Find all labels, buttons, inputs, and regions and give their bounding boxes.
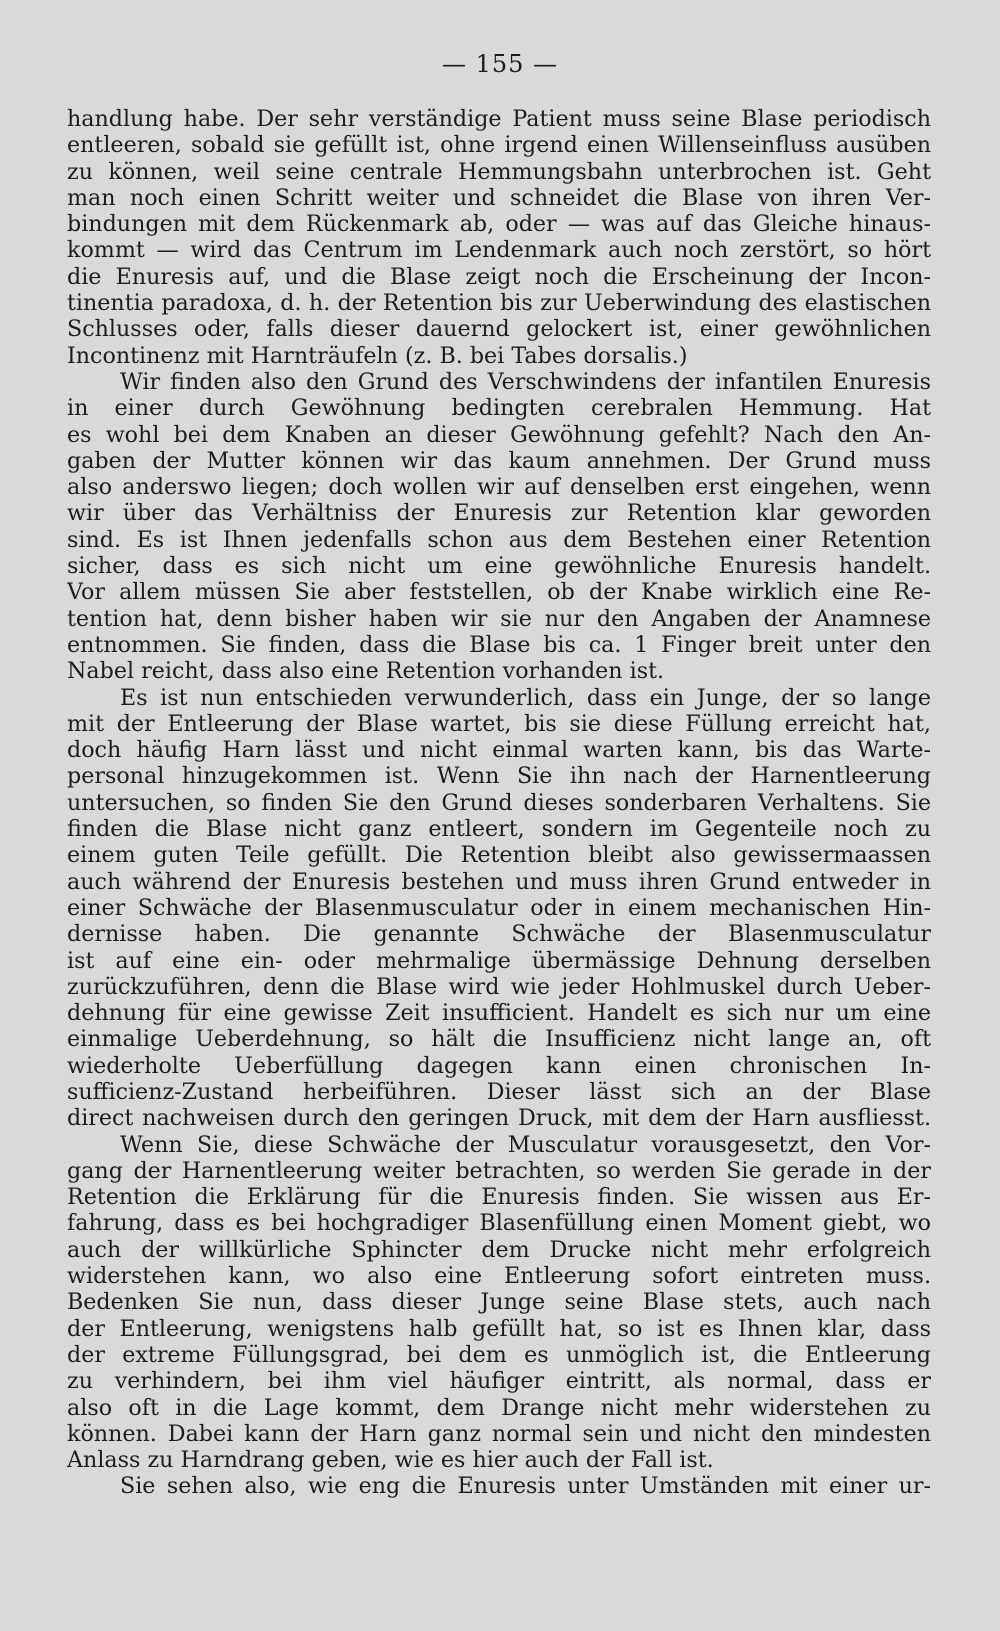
text-line: sicher, dass es sich nicht um eine gewöhnliche Enuresis handelt. — [67, 553, 931, 580]
text-line: dernisse haben. Die genannte Schwäche der Blasenmusculatur — [67, 921, 931, 948]
text-line: personal hinzugekommen ist. Wenn Sie ihn nach der Harnentleerung — [67, 763, 931, 790]
text-line: fahrung, dass es bei hochgradiger Blasenfüllung einen Moment giebt, wo — [67, 1210, 931, 1237]
text-line: Bedenken Sie nun, dass dieser Junge seine Blase stets, auch nach — [67, 1289, 931, 1316]
text-line: finden die Blase nicht ganz entleert, sondern im Gegenteile noch zu — [67, 816, 931, 843]
text-line: man noch einen Schritt weiter und schneidet die Blase von ihren Ver- — [67, 184, 931, 211]
body-text — [67, 106, 931, 1500]
text-line: können. Dabei kann der Harn ganz normal sein und nicht den mindesten — [67, 1420, 931, 1447]
text-line: Wenn Sie, diese Schwäche der Musculatur vorausgesetzt, den Vor- — [120, 1131, 931, 1158]
text-line: Incontinenz mit Harnträufeln (z. B. bei Tabes dorsalis.) — [67, 342, 688, 369]
text-line: tention hat, denn bisher haben wir sie nur den Angaben der Anamnese — [67, 605, 931, 632]
text-line: Vor allem müssen Sie aber feststellen, ob der Knabe wirklich eine Re- — [67, 579, 931, 606]
text-line: Sie sehen also, wie eng die Enuresis unter Umständen mit einer ur- — [120, 1473, 931, 1500]
text-line: Es ist nun entschieden verwunderlich, dass ein Junge, der so lange — [120, 684, 931, 711]
text-line: untersuchen, so finden Sie den Grund dieses sonderbaren Verhaltens. Sie — [67, 789, 931, 816]
text-line: einmalige Ueberdehnung, so hält die Insufficienz nicht lange an, oft — [67, 1026, 931, 1053]
text-line: bindungen mit dem Rückenmark ab, oder — was auf das Gleiche hinaus- — [67, 211, 931, 238]
text-line: es wohl bei dem Knaben an dieser Gewöhnung gefehlt? Nach den An- — [67, 421, 931, 448]
text-line: widerstehen kann, wo also eine Entleerung sofort eintreten muss. — [67, 1263, 931, 1290]
text-line: auch während der Enuresis bestehen und muss ihren Grund entweder in — [67, 868, 931, 895]
text-line: gang der Harnentleerung weiter betrachten, so werden Sie gerade in der — [67, 1157, 931, 1184]
text-line: zurückzuführen, denn die Blase wird wie jeder Hohlmuskel durch Ueber- — [67, 973, 931, 1000]
text-line: handlung habe. Der sehr verständige Patient muss seine Blase periodisch — [67, 106, 931, 132]
text-line: doch häufig Harn lässt und nicht einmal warten kann, bis das Warte- — [67, 737, 931, 764]
text-line: ist auf eine ein- oder mehrmalige übermässige Dehnung derselben — [67, 947, 931, 974]
text-line: tinentia paradoxa, d. h. der Retention bis zur Ueberwindung des elastischen — [67, 290, 931, 317]
text-line: Retention die Erklärung für die Enuresis finden. Sie wissen aus Er- — [67, 1184, 931, 1211]
text-line: also oft in die Lage kommt, dem Drange nicht mehr widerstehen zu — [67, 1394, 931, 1421]
text-line: Wir finden also den Grund des Verschwindens der infantilen Enuresis — [120, 368, 931, 395]
text-line: Schlusses oder, falls dieser dauernd gelockert ist, einer gewöhnlichen — [67, 316, 931, 343]
text-line: der Entleerung, wenigstens halb gefüllt hat, so ist es Ihnen klar, dass — [67, 1315, 931, 1342]
text-line: zu verhindern, bei ihm viel häufiger eintritt, als normal, dass er — [67, 1368, 931, 1395]
text-line: der extreme Füllungsgrad, bei dem es unmöglich ist, die Entleerung — [67, 1341, 931, 1368]
page-number: — 155 — — [441, 50, 559, 78]
text-line: wiederholte Ueberfüllung dagegen kann einen chronischen In- — [67, 1052, 931, 1079]
text-line: direct nachweisen durch den geringen Druck, mit dem der Harn ausfliesst. — [67, 1105, 931, 1132]
text-line: entleeren, sobald sie gefüllt ist, ohne irgend einen Willenseinfluss ausüben — [67, 132, 931, 159]
text-line: einem guten Teile gefüllt. Die Retention bleibt also gewissermaassen — [67, 842, 931, 869]
text-line: zu können, weil seine centrale Hemmungsbahn unterbrochen ist. Geht — [67, 158, 931, 185]
text-line: die Enuresis auf, und die Blase zeigt noch die Erscheinung der Incon- — [67, 263, 931, 290]
text-line: mit der Entleerung der Blase wartet, bis sie diese Füllung erreicht hat, — [67, 710, 931, 737]
text-line: sind. Es ist Ihnen jedenfalls schon aus dem Bestehen einer Retention — [67, 526, 931, 553]
text-line: dehnung für eine gewisse Zeit insufficient. Handelt es sich nur um eine — [67, 1000, 931, 1027]
text-line: kommt — wird das Centrum im Lendenmark auch noch zerstört, so hört — [67, 237, 931, 264]
text-line: gaben der Mutter können wir das kaum annehmen. Der Grund muss — [67, 447, 931, 474]
text-line: einer Schwäche der Blasenmusculatur oder in einem mechanischen Hin- — [67, 894, 931, 921]
text-line: entnommen. Sie finden, dass die Blase bis ca. 1 Finger breit unter den — [67, 631, 931, 658]
text-line: also anderswo liegen; doch wollen wir auf denselben erst eingehen, wenn — [67, 474, 931, 501]
text-line: Anlass zu Harndrang geben, wie es hier auch der Fall ist. — [67, 1447, 714, 1474]
text-line: Nabel reicht, dass also eine Retention vorhanden ist. — [67, 658, 665, 685]
text-line: wir über das Verhältniss der Enuresis zur Retention klar geworden — [67, 500, 931, 527]
text-line: in einer durch Gewöhnung bedingten cerebralen Hemmung. Hat — [67, 395, 931, 422]
text-line: auch der willkürliche Sphincter dem Drucke nicht mehr erfolgreich — [67, 1236, 931, 1263]
text-line: sufficienz-Zustand herbeiführen. Dieser lässt sich an der Blase — [67, 1078, 931, 1105]
